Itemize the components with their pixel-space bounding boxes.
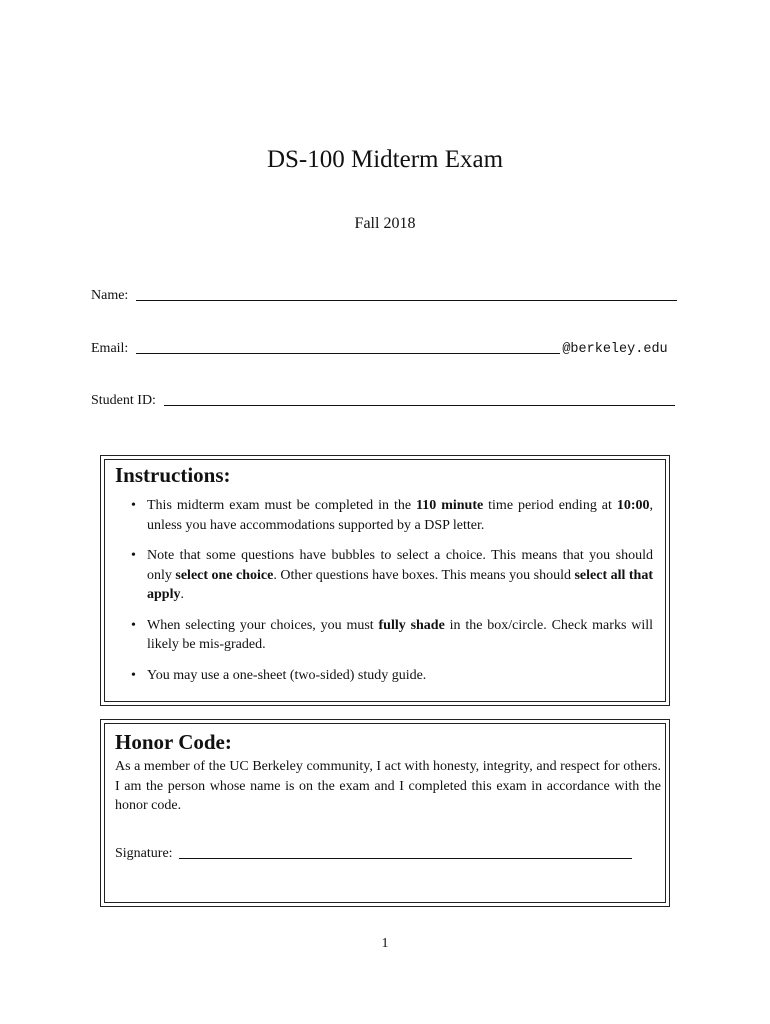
signature-line[interactable]	[179, 858, 632, 859]
name-field[interactable]	[91, 288, 677, 304]
signature-label: Signature:	[115, 846, 173, 861]
instruction-item: • This midterm exam must be completed in the 110 minute time period ending at 10:00, unless you have accommodations supported by a DSP letter.	[129, 496, 653, 535]
signature-field[interactable]	[115, 846, 632, 862]
name-label: Name:	[91, 288, 129, 303]
student-id-field[interactable]	[91, 393, 675, 409]
instruction-item: • You may use a one-sheet (two-sided) study guide.	[129, 666, 653, 686]
email-label: Email:	[91, 341, 129, 356]
exam-title: DS-100 Midterm Exam	[266, 146, 504, 173]
honor-code-heading: Honor Code:	[115, 730, 232, 754]
honor-code-box-inner	[104, 723, 666, 903]
instructions-heading: Instructions:	[115, 463, 231, 487]
email-line[interactable]	[136, 352, 560, 354]
student-id-line[interactable]	[164, 404, 675, 406]
instruction-item: • Note that some questions have bubbles to select a choice. This means that you should only select one choice. Other questions have boxes. This means you should select all that apply.	[129, 546, 653, 605]
instructions-list	[129, 496, 653, 696]
email-suffix: @berkeley.edu	[562, 342, 668, 357]
student-id-label: Student ID:	[91, 393, 156, 408]
exam-term: Fall 2018	[354, 215, 416, 232]
honor-code-box	[100, 719, 670, 907]
honor-code-text: As a member of the UC Berkeley community, I act with honesty, integrity, and respect for others. I am the person whose name is on the exam and I completed this exam in accordance with the honor code.	[115, 759, 661, 813]
name-line[interactable]	[136, 299, 677, 301]
instructions-box	[100, 455, 670, 706]
page-number: 1	[381, 936, 389, 951]
instruction-item: • When selecting your choices, you must fully shade in the box/circle. Check marks will likely be mis-graded.	[129, 616, 653, 655]
email-field[interactable]	[91, 341, 668, 357]
